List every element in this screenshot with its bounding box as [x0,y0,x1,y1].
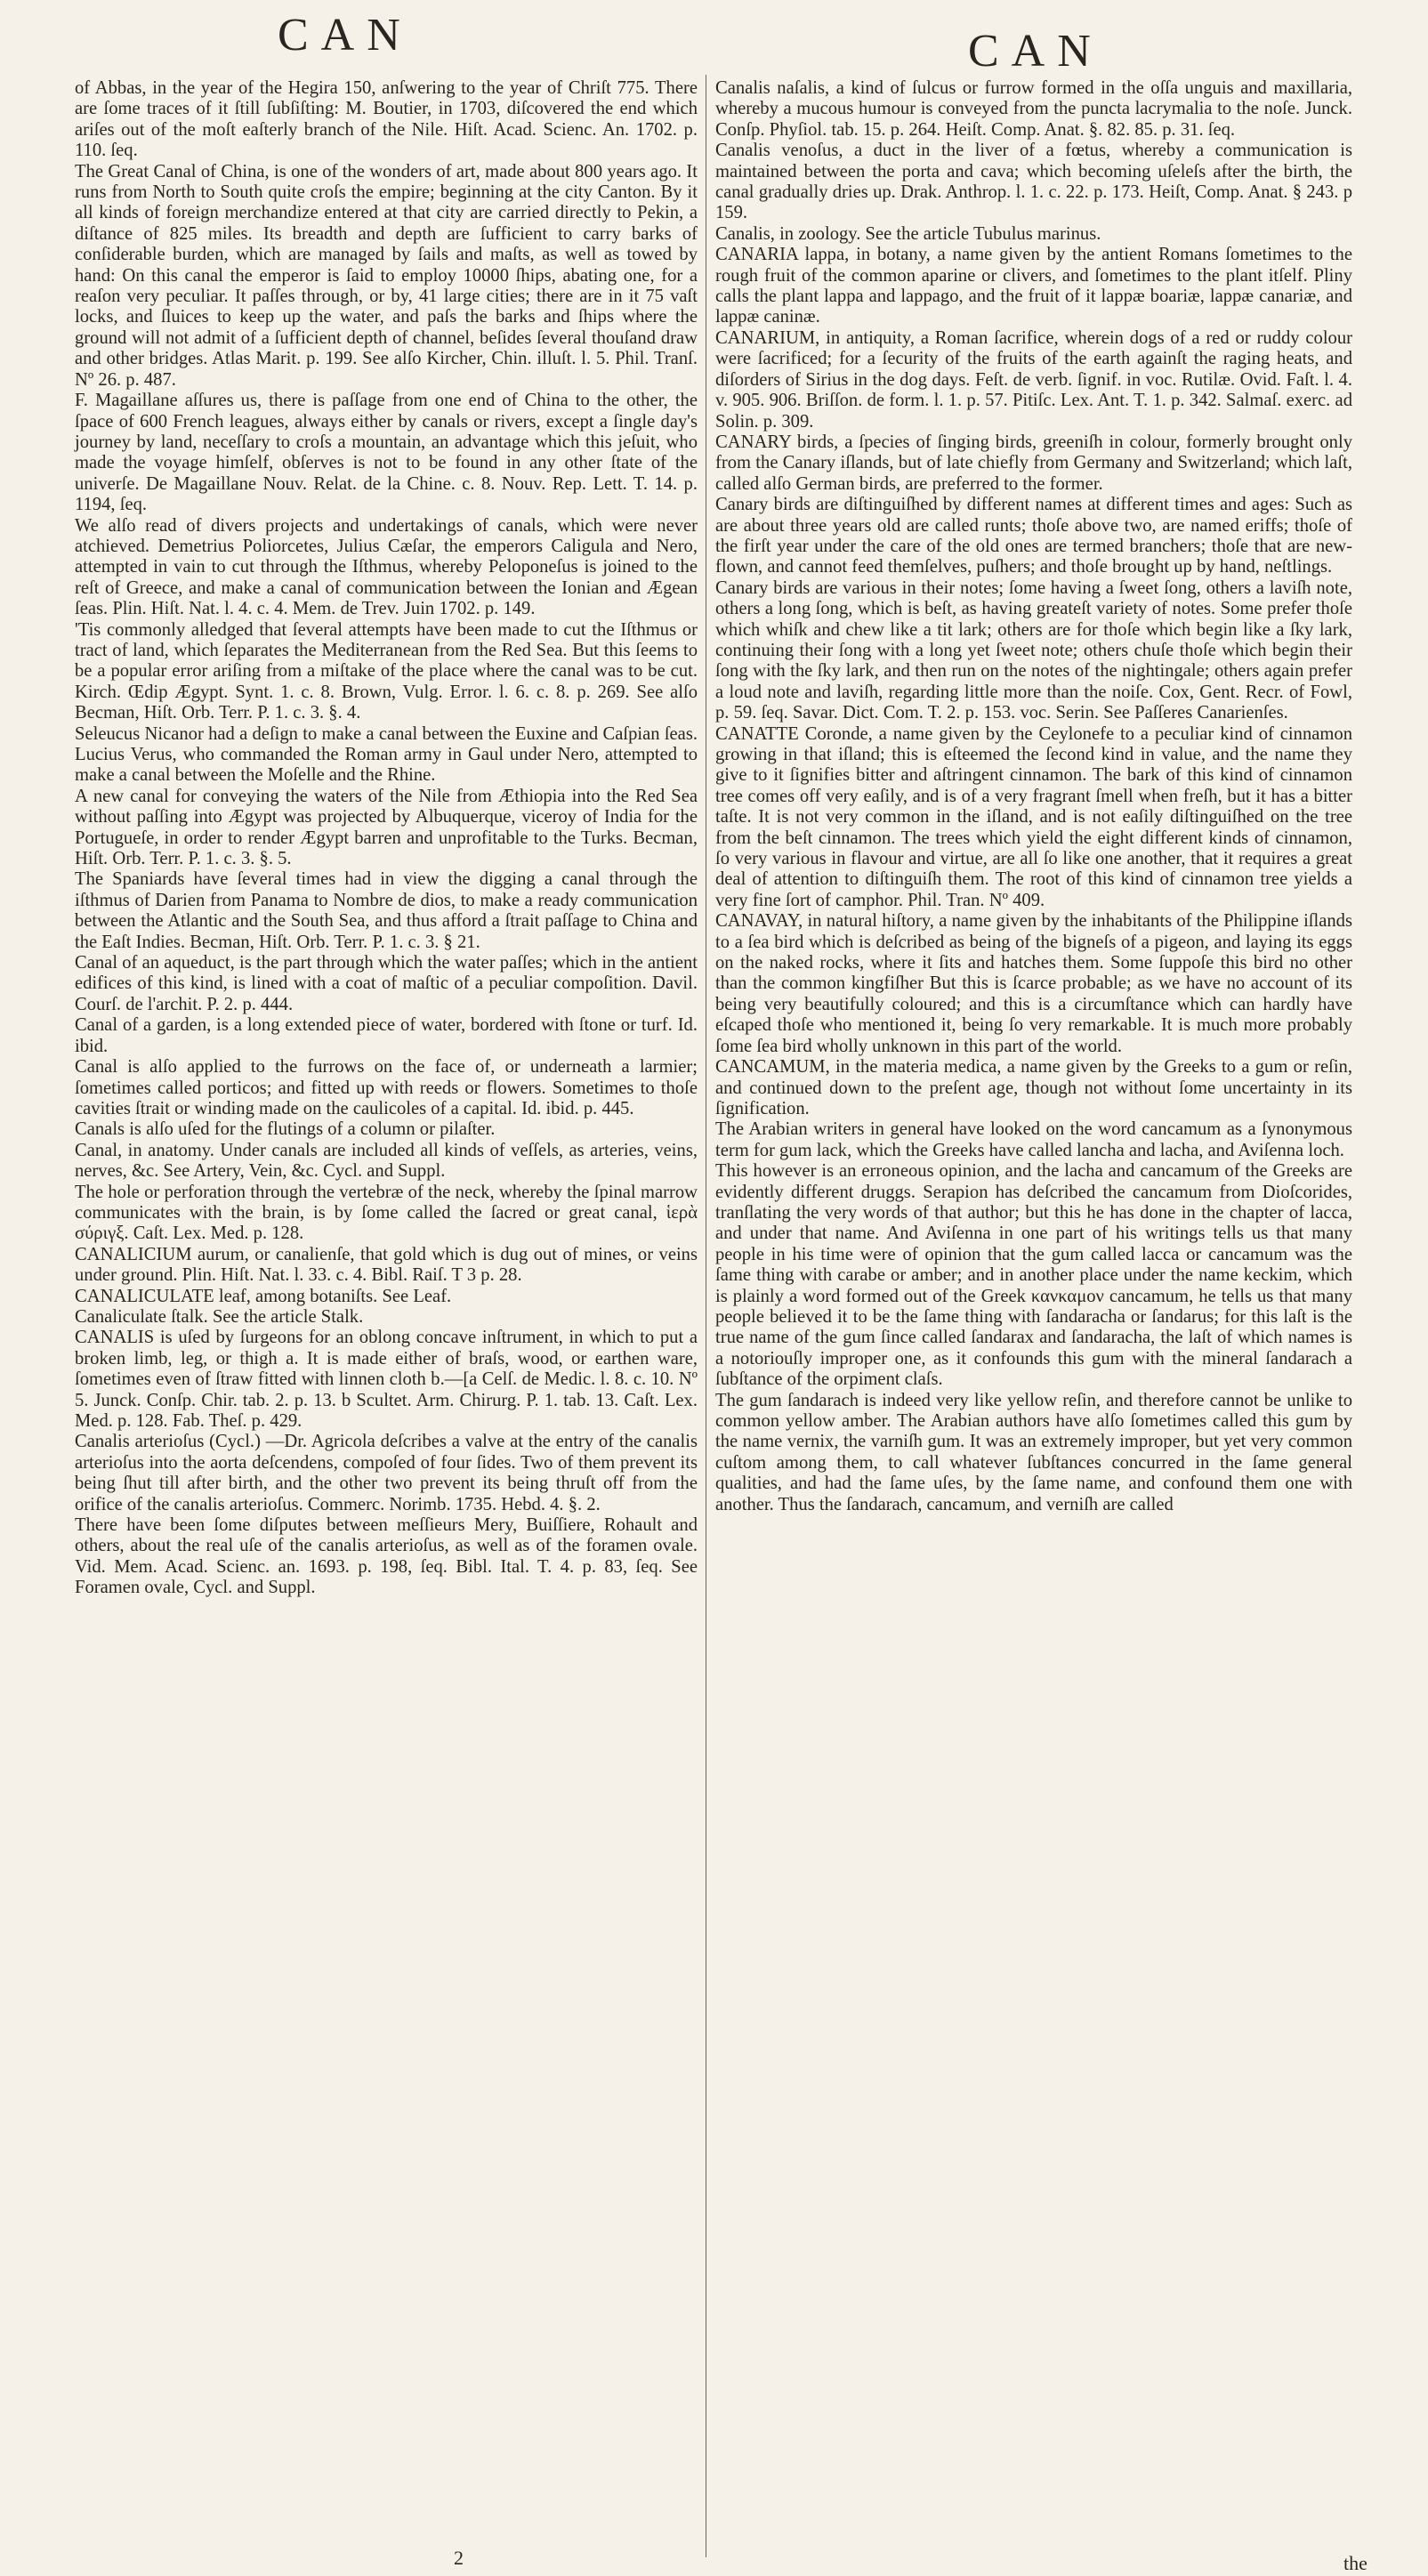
paragraph: CANALIS is uſed by ſurgeons for an oblong concave inſtrument, in which to put a broken limb, leg, or thigh a. It is made either of braſs, wood, or earthen ware, ſometimes even of ſtraw fitted with linnen cloth b.—[a Celſ. de Medic. l. 8. c. 10. Nº 5. Junck. Conſp. Chir. tab. 2. p. 13. b Scultet. Arm. Chirurg. P. 1. tab. 13. Caſt. Lex. Med. p. 128. Fab. Theſ. p. 429. [75,1328,698,1431]
paragraph: The Spaniards have ſeveral times had in view the digging a canal through the iſthmus of Darien from Panama to Nombre de dios, to make a ready communication between the Atlantic and the South Sea, and thus afford a ſtrait paſſage to China and the Eaſt Indies. Becman, Hiſt. Orb. Terr. P. 1. c. 3. § 21. [75,869,698,952]
paragraph: F. Magaillane aſſures us, there is paſſage from one end of China to the other, the ſpace of 600 French leagues, always either by canals or rivers, except a ſingle day's journey by land, neceſſary to croſs a mountain, an advantage which this jeſuit, who made the voyage himſelf, obſerves is not to be found in any other ſtate of the univerſe. De Magaillane Nouv. Relat. de la Chine. c. 8. Nouv. Rep. Lett. T. 14. p. 1194, ſeq. [75,391,698,515]
paragraph: Canal of a garden, is a long extended piece of water, bordered with ſtone or turf. Id. ibid. [75,1015,698,1056]
running-head-left: CAN [278,10,413,61]
paragraph: Canal of an aqueduct, is the part through which the water paſſes; which in the antient edifices of this kind, is lined with a coat of maſtic of a peculiar compoſition. Davil. Courſ. de l'archit. P. 2. p. 444. [75,953,698,1014]
catchword: the [1343,2552,1367,2574]
paragraph: CANARIA lappa, in botany, a name given by the antient Romans ſometimes to the rough fruit of the common aparine or clivers, and ſometimes to the plant itſelf. Pliny calls the plant lappa and lappago, and the fruit of it lappæ boariæ, lappæ canariæ, and lappæ caninæ. [715,245,1352,327]
paragraph: Canary birds are diſtinguiſhed by different names at different times and ages: Such as are about three years old are called runts; thoſe above two, are named eriffs; thoſe of the firſt year under the care of the old ones are termed branchers; thoſe that are new-flown, and cannot feed themſelves, puſhers; and thoſe brought up by hand, neſtlings. [715,495,1352,577]
paragraph: 'Tis commonly alledged that ſeveral attempts have been made to cut the Iſthmus or tract of land, which ſeparates the Mediterranean from the Red Sea. But this ſeems to be a popular error ariſing from a miſtake of the place where the canal was to be cut. Kirch. Œdip Ægypt. Synt. 1. c. 8. Brown, Vulg. Error. l. 6. c. 8. p. 269. See alſo Becman, Hiſt. Orb. Terr. P. 1. c. 3. §. 4. [75,619,698,723]
paragraph: The Arabian writers in general have looked on the word cancamum as a ſynonymous term for gum lack, which the Greeks have called lancha and lacha, and Aviſenna loch. [715,1119,1352,1160]
paragraph: Seleucus Nicanor had a deſign to make a canal between the Euxine and Caſpian ſeas. Lucius Verus, who commanded the Roman army in Gaul under Nero, attempted to make a canal between the Moſelle and the Rhine. [75,723,698,786]
paragraph: Canals is alſo uſed for the flutings of a column or pilaſter. [75,1119,496,1140]
paragraph: Canal is alſo applied to the furrows on the face of, or underneath a larmier; ſometimes called porticos; and fitted up with reeds or flowers. Sometimes to thoſe cavities ſtrait or winding made on the caulicoles of a capital. Id. ibid. p. 445. [75,1057,698,1118]
right-column [715,78,1352,1515]
paragraph: The Great Canal of China, is one of the wonders of art, made about 800 years ago. It runs from North to South quite croſs the empire; beginning at the city Canton. By it all kinds of foreign merchandize entered at that city are carried directly to Pekin, a diſtance of 825 miles. Its breadth and depth are ſufficient to carry barks of conſiderable burden, which are managed by ſails and maſts, as well as towed by hand: On this canal the emperor is ſaid to employ 10000 ſhips, abating one, for a reaſon very peculiar. It paſſes through, or by, 41 large cities; there are in it 75 vaſt locks, and ſluices to keep up the water, and paſs the barks and ſhips where the ground will not admit of a ſufficient depth of channel, beſides ſeveral thouſand draw and other bridges. Atlas Marit. p. 199. See alſo Kircher, Chin. illuſt. l. 5. Phil. Tranſ. Nº 26. p. 487. [75,161,698,390]
paragraph: CANARY birds, a ſpecies of ſinging birds, greeniſh in colour, formerly brought only from the Canary iſlands, but of late chiefly from Germany and Switzerland; which laſt, called alſo German birds, are preferred to the former. [715,432,1352,494]
paragraph: Canary birds are various in their notes; ſome having a ſweet ſong, others a laviſh note, others a long ſong, which is beſt, as having greateſt variety of notes. Some prefer thoſe which whiſk and chew like a tit lark; others are for thoſe which begin like a ſky lark, continuing their ſong with a long yet ſweet note; others chuſe thoſe which begin their ſong with the ſky lark, and then run on the notes of the nightingale; others again prefer a loud note and laviſh, regarding little more than the noiſe. Cox, Gent. Recr. of Fowl, p. 59. ſeq. Savar. Dict. Com. T. 2. p. 153. voc. Serin. See Paſſeres Canarienſes. [715,577,1352,723]
paragraph: CANALICIUM aurum, or canalienſe, that gold which is dug out of mines, or veins under ground. Plin. Hiſt. Nat. l. 33. c. 4. Bibl. Raiſ. T 3 p. 28. [75,1244,698,1286]
paragraph: Canaliculate ſtalk. See the article Stalk. [75,1306,364,1327]
paragraph: CANARIUM, in antiquity, a Roman ſacrifice, wherein dogs of a red or ruddy colour were ſacrificed; for a ſecurity of the fruits of the earth againſt the raging heats, and diſorders of Sirius in the dog days. Feſt. de verb. ſignif. in voc. Rutilæ. Ovid. Faſt. l. 4. v. 905. 906. Briſſon. de form. l. 1. p. 57. Pitiſc. Lex. Ant. T. 1. p. 342. Salmaſ. exerc. ad Solin. p. 309. [715,327,1352,432]
paragraph: CANCAMUM, in the materia medica, a name given by the Greeks to a gum or reſin, and continued down to the preſent age, though not without ſome uncertainty in its ſignification. [715,1057,1352,1118]
paragraph: This however is an erroneous opinion, and the lacha and cancamum of the Greeks are evidently different druggs. Serapion has deſcribed the cancamum from Dioſcorides, tranſlating the very words of that author; but this he has done in the chapter of lacca, and under that name. And Aviſenna in one part of his writings tells us that many people in his time were of opinion that the gum called lacca or cancamum was the ſame thing with carabe or amber; and in another place under the name keckim, which is plainly a word formed out of the Greek κανκαμον cancamum, he tells us that many people believed it to be the ſame thing with ſandaracha or ſandarus; for this laſt is the true name of the gum ſince called ſandarax and ſandaracha, the laſt of which names is a notoriouſly improper one, as it confounds this gum with the mineral ſandarach a ſubſtance of the orpiment claſs. [715,1161,1352,1390]
running-head-right: CAN [968,26,1103,77]
paragraph: of Abbas, in the year of the Hegira 150, anſwering to the year of Chriſt 775. There are ſome traces of it ſtill ſubſiſting: M. Boutier, in 1703, diſcovered the end which ariſes out of the moſt eaſterly branch of the Nile. Hiſt. Acad. Scienc. An. 1702. p. 110. ſeq. [75,78,698,161]
left-column [75,78,698,1599]
paragraph: We alſo read of divers projects and undertakings of canals, which were never atchieved. Demetrius Poliorcetes, Julius Cæſar, the emperors Caligula and Nero, attempted in vain to cut through the Iſthmus, whereby Peloponeſus is joined to the reſt of Greece, and make a canal of communication between the Ionian and Ægean ſeas. Plin. Hiſt. Nat. l. 4. c. 4. Mem. de Trev. Juin 1702. p. 149. [75,515,698,619]
paragraph: A new canal for conveying the waters of the Nile from Æthiopia into the Red Sea without paſſing into Ægypt was projected by Albuquerque, viceroy of India for the Portugueſe, in order to render Ægypt barren and unprofitable to the Turks. Becman, Hiſt. Orb. Terr. P. 1. c. 3. §. 5. [75,786,698,869]
paragraph: The gum ſandarach is indeed very like yellow reſin, and therefore cannot be unlike to common yellow amber. The Arabian authors have alſo ſometimes called this gum by the name vernix, the varniſh gum. It was an extremely improper, but yet very common cuſtom among them, to call whatever ſubſtances concurred in the ſame general qualities, and had the ſame uſes, by the ſame name, and confound them one with another. Thus the ſandarach, cancamum, and verniſh are called [715,1390,1352,1514]
paragraph: Canalis naſalis, a kind of ſulcus or furrow formed in the oſſa unguis and maxillaria, whereby a mucous humour is conveyed from the puncta lacrymalia to the noſe. Junck. Conſp. Phyſiol. tab. 15. p. 264. Heiſt. Comp. Anat. §. 82. 85. p. 31. ſeq. [715,78,1352,140]
paragraph: Canalis venoſus, a duct in the liver of a fœtus, whereby a communication is maintained between the porta and cava; which becoming uſeleſs after the birth, the canal gradually dries up. Drak. Anthrop. l. 1. c. 22. p. 173. Heiſt, Comp. Anat. § 243. p 159. [715,141,1352,223]
paragraph: CANALICULATE leaf, among botaniſts. See Leaf. [75,1286,452,1306]
paragraph: Canalis, in zoology. See the article Tubulus marinus. [715,223,1101,244]
paragraph: CANATTE Coronde, a name given by the Ceylonefe to a peculiar kind of cinnamon growing in that iſland; this is eſteemed the ſecond kind in value, and the name they give to it ſignifies bitter and aſtringent cinnamon. The bark of this kind of cinnamon tree comes off very eaſily, and is of a very fragrant ſmell when freſh, but it has a bitter taſte. It is not very common in the iſland, and is not eaſily diſtinguiſhed on the tree from the beſt cinnamon. The trees which yield the eight different kinds of cinnamon, ſo very various in flavour and virtue, are all ſo like one another, that it requires a great deal of attention to diſtinguiſh them. The root of this kind of cinnamon tree yields a very fine ſort of camphor. Phil. Tran. Nº 409. [715,723,1352,910]
paragraph: CANAVAY, in natural hiſtory, a name given by the inhabitants of the Philippine iſlands to a ſea bird which is deſcribed as being of the bigneſs of a pigeon, and laying its eggs on the naked rocks, where it ſits and hatches them. Some ſuppoſe this bird no other than the common kingfiſher But this is ſcarce probable; as we have no account of its being very beautifully coloured; and this is a circumſtance which can hardly have eſcaped thoſe who mentioned it, being ſo very remarkable. It is much more probably ſome ſea bird wholly unknown in this part of the world. [715,911,1352,1056]
paragraph: There have been ſome diſputes between meſſieurs Mery, Buiſſiere, Rohault and others, about the real uſe of the canalis arterioſus, as well as of the foramen ovale. Vid. Mem. Acad. Scienc. an. 1693. p. 198, ſeq. Bibl. Ital. T. 4. p. 83, ſeq. See Foramen ovale, Cycl. and Suppl. [75,1515,698,1598]
paragraph: The hole or perforation through the vertebræ of the neck, whereby the ſpinal marrow communicates with the brain, is by ſome called the ſacred or great canal, ἱερὰ σύριγξ. Caſt. Lex. Med. p. 128. [75,1182,698,1244]
paragraph: Canalis arterioſus (Cycl.) —Dr. Agricola deſcribes a valve at the entry of the canalis arterioſus into the aorta deſcendens, compoſed of four ſides. Two of them prevent its being ſhut till after birth, and the other two prevent its being thruſt off from the orifice of the canalis arterioſus. Commerc. Norimb. 1735. Hebd. 4. §. 2. [75,1432,698,1514]
paragraph: Canal, in anatomy. Under canals are included all kinds of veſſels, as arteries, veins, nerves, &c. See Artery, Vein, &c. Cycl. and Suppl. [75,1140,698,1182]
page-number: 2 [454,2547,464,2569]
